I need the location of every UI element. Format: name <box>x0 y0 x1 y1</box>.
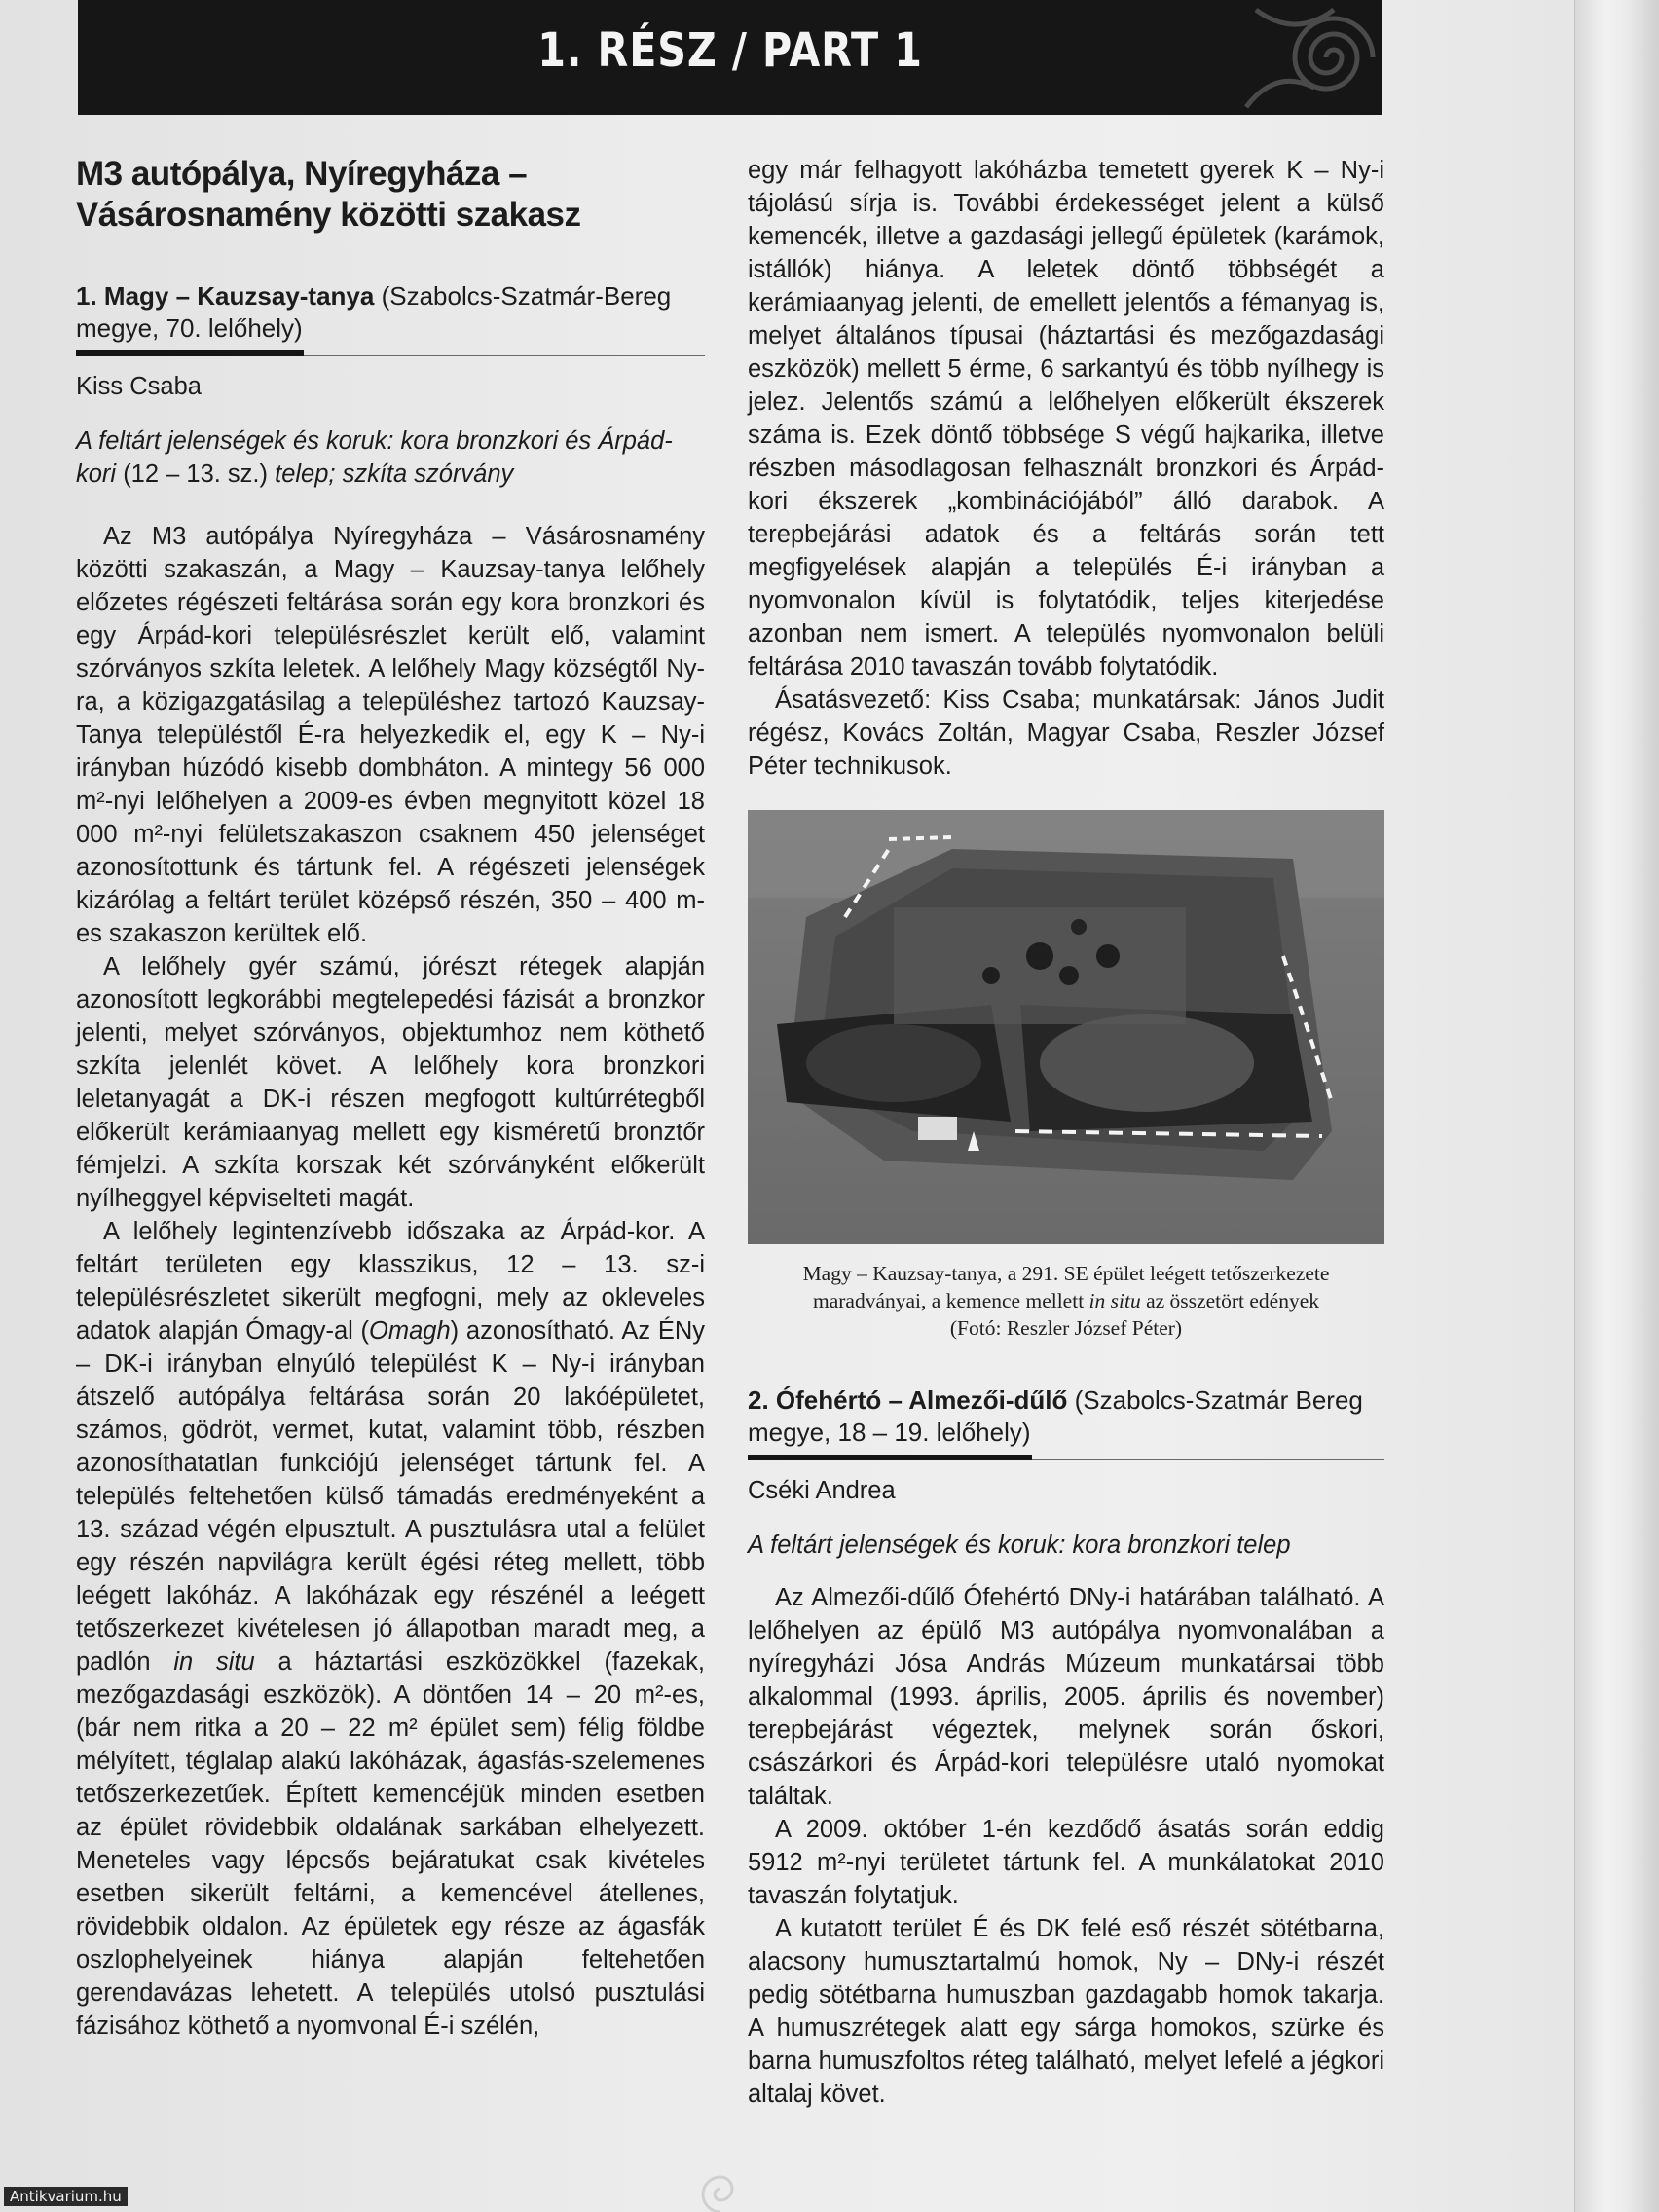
site2-details: (Szabolcs-Szatmár Bereg megye, 18 – 19. lelőhely) <box>748 1385 1363 1447</box>
site1-paragraph-1: Az M3 autópálya Nyíregyháza – Vásárosnamény közötti szakaszán, a Magy – Kauzsay-tanya lelőhely előzetes régészeti feltárása során egy kora bronzkori és egy Árpád-kori településrészlet került elő, valamint szórványos szkíta leletek. A lelőhely Magy községtől Ny-ra, a közigazgatásilag a településhez tartozó Kauzsay-Tanya településtől É-ra helyezkedik el, egy K – Ny-i irányban húzódó kisebb dombháton. A mintegy 56 000 m²-nyi lelőhelyen a 2009-es évben megnyitott közel 18 000 m²-nyi felületszakaszon csaknem 450 jelenséget azonosítottunk és tártunk fel. A régészeti jelenségek kizárólag a feltárt terület középső részén, 350 – 400 m-es szakaszon kerültek elő. <box>76 523 705 947</box>
site1-p3-part-a: A lelőhely legintenzívebb időszaka az Árpád-kor. A feltárt területen egy klasszikus, 12 – 13. sz-i településrészletet sikerült megfogni, mely az okleveles adatok alapján Ómagy-al ( <box>76 1218 705 1345</box>
site1-lead-d: ; szkíta szórvány <box>328 461 514 488</box>
page-edge <box>1574 0 1659 2212</box>
site1-heading <box>76 280 705 345</box>
left-column <box>76 154 705 2043</box>
site1-lead <box>76 424 705 491</box>
section-title: M3 autópálya, Nyíregyháza – Vásárosnamény közötti szakasz <box>76 155 581 234</box>
part-title: 1. RÉSZ / PART 1 <box>537 23 923 78</box>
page-ornament-icon <box>682 2169 759 2212</box>
caption-part-a: Magy – Kauzsay-tanya, a 291. SE épület leégett tetőszerkezete maradványai, a kemence mellett <box>802 1262 1330 1312</box>
site2-author: Cséki Andrea <box>748 1477 896 1504</box>
site1-paragraph-3-continued: egy már felhagyott lakóházba temetett gyerek K – Ny-i tájolású sírja is. További érdekességet jelent a külső kemencék, illetve a gazdasági jellegű épületek (karámok, istállók) hiánya. A leletek döntő többségét a kerámiaanyag jelenti, de emellett jelentős a fémanyag is, melyet általános típusai (háztartási és mezőgazdasági eszközök) mellett 5 érme, 6 sarkantyú és több nyílhegy is jelez. Jelentős számú a lelőhelyen előkerült ékszerek száma is. Ezek döntő többsége S végű hajkarika, illetve részben másodlagosan felhasznált bronzkori és Árpád-kori ékszerek „kombinációjából” álló darabok. A terepbejárási adatok és a feltárás során tett megfigyelések alapján a település É-i irányban a nyomvonalon kívül is folytatódik, teljes kiterjedése azonban nem ismert. A település nyomvonalon belüli feltárása 2010 tavaszán tovább folytatódik. <box>748 157 1384 681</box>
site1-name: 1. Magy – Kauzsay-tanya <box>76 281 375 311</box>
right-column <box>748 154 1384 2111</box>
site2-heading <box>748 1384 1384 1449</box>
site2-lead: A feltárt jelenségek és koruk: kora bronzkori telep <box>748 1531 1291 1559</box>
site1-p3-part-b: ) azonosítható. Az ÉNy – DK-i irányban elnyúló települést K – Ny-i irányban átszelő autópálya feltárása során 20 lakóépületet, számos, gödröt, vermet, kutat, valamint több, részben azonosíthatatlan funkciójú jelenséget tártunk fel. A település feltehetően külső támadás eredményeként a 13. század végén elpusztult. A pusztulásra utal a felület egy részén napvilágra került égési réteg mellett, több leégett lakóház. A lakóházak egy részénél a leégett tetőszerkezet kivételesen jó állapotban maradt meg, a padlón <box>76 1317 705 1676</box>
site2-paragraph-1: Az Almezői-dűlő Ófehértó DNy-i határában található. A lelőhelyen az épülő M3 autópálya nyomvonalában a nyíregyházi Jósa András Múzeum munkatársai több alkalommal (1993. április, 2005. április és november) terepbejárást végeztek, melynek során őskori, császárkori és Árpád-kori településre utaló nyomokat találtak. <box>748 1584 1384 1810</box>
excavation-photo <box>748 810 1384 1244</box>
site2-divider <box>748 1456 1384 1460</box>
site1-p3-part-c: a háztartási eszközökkel (fazekak, mezőgazdasági eszközök). A döntően 14 – 20 m²-es, (bár nem ritka a 20 – 22 m² épület sem) félig földbe mélyített, téglalap alakú lakóházak, ágasfás-szelemenes tetőszerkezetűek. Épített kemencéjük minden esetben az épület rövidebbik oldalának sarkában elhelyezett. Meneteles vagy lépcsős bejáratukat csak kivételes esetben sikerült feltárni, a kemencével átellenes, rövidebbik oldalon. Az épületek egy része az ágasfák oszlophelyeinek hiánya alapján feltehetően gerendavázas lehetett. A település utolsó pusztulási fázisához köthető a nyomvonal É-i szélén, <box>76 1648 705 2040</box>
spiral-ornament-icon <box>1188 0 1382 115</box>
site1-paragraph-2: A lelőhely gyér számú, jórészt rétegek alapján azonosított legkorábbi megtelepedési fázisát a bronzkor jelenti, melyet szórványos, objektumhoz nem köthető szkíta jelenlét követ. A lelőhely kora bronzkori leletanyagát a DK-i részen megfogott kultúrrétegből előkerült kerámiaanyag mellett egy kisméretű bronztőr fémjelzi. A szkíta korszak két szórványként előkerült nyílheggyel képviselteti magát. <box>76 953 705 1212</box>
site1-p3-insitu: in situ <box>173 1648 255 1676</box>
site1-paragraph-3 <box>76 1215 705 2043</box>
part-header <box>78 0 1382 115</box>
photo-caption <box>748 1260 1384 1342</box>
site2-paragraph-3: A kutatott terület É és DK felé eső részét sötétbarna, alacsony humusztartalmú homok, Ny – DNy-i részét pedig sötétbarna humuszban gazdagabb homok takarja. A humuszrétegek alatt egy sárga homokos, szürke és barna humuszfoltos réteg található, melyet lefelé a jégkori altalaj követ. <box>748 1915 1384 2108</box>
site1-paragraph-4: Ásatásvezető: Kiss Csaba; munkatársak: János Judit régész, Kovács Zoltán, Magyar Csaba, Reszler József Péter technikusok. <box>748 686 1384 780</box>
site1-author: Kiss Csaba <box>76 373 202 400</box>
site1-lead-a: A feltárt jelenségek és koruk: kora bronzkori és Árpád-kori <box>76 427 673 488</box>
site2-paragraph-2: A 2009. október 1-én kezdődő ásatás során eddig 5912 m²-nyi területet tártunk fel. A munkálatokat 2010 tavaszán folytatjuk. <box>748 1816 1384 1909</box>
site1-divider <box>76 351 705 356</box>
site1-lead-c: telep <box>275 461 329 488</box>
site1-p3-omagh: Omagh <box>369 1317 451 1345</box>
site1-lead-b: (12 – 13. sz.) <box>123 461 269 488</box>
caption-credit: (Fotó: Reszler József Péter) <box>949 1316 1183 1340</box>
watermark: Antikvarium.hu <box>4 2187 128 2206</box>
site2-name: 2. Ófehértó – Almezői-dűlő <box>748 1385 1068 1415</box>
caption-insitu: in situ <box>1088 1289 1141 1312</box>
caption-part-b: az összetört edények <box>1146 1289 1319 1312</box>
site1-details: (Szabolcs-Szatmár-Bereg megye, 70. lelőhely) <box>76 281 672 343</box>
